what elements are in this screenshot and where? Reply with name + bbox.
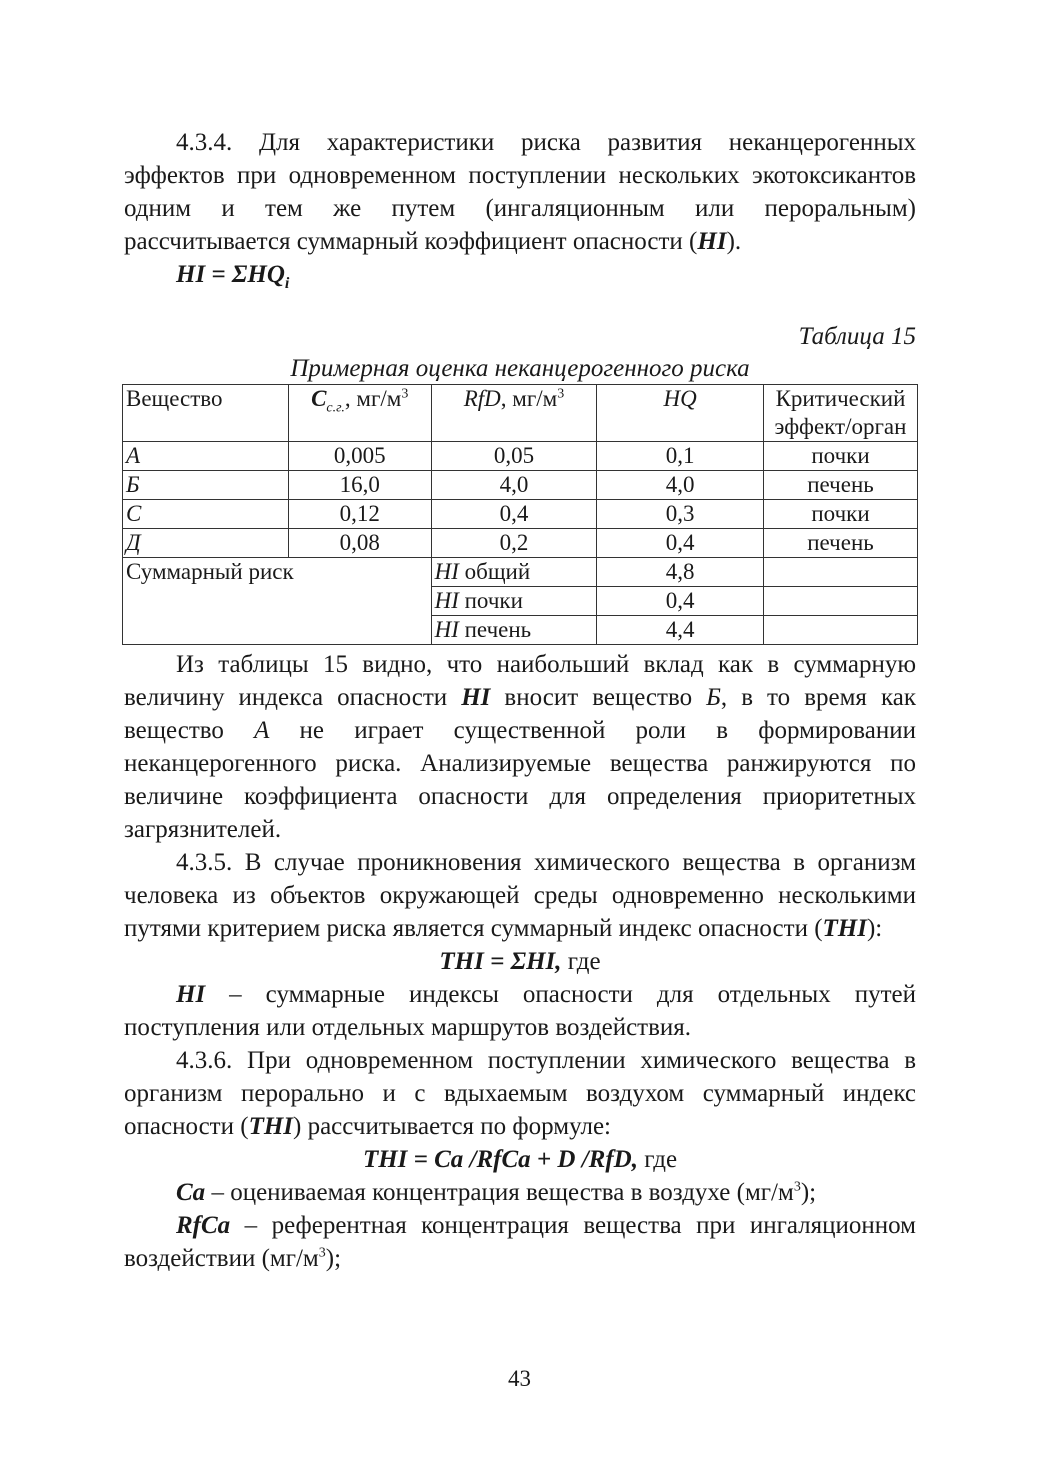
table-number: Таблица 15	[798, 323, 916, 350]
section-4-3-4	[124, 126, 916, 300]
table-row: А 0,005 0,05 0,1 почки	[123, 442, 918, 471]
definition-rfca: RfCa – референтная концентрация вещества при ингаляционном воздействии $(мг/м^3)$;	[124, 1212, 916, 1272]
header-critical-effect: Критический эффект/орган	[764, 385, 918, 442]
table-header-row	[123, 385, 918, 442]
paragraph-4-3-5: 4.3.5. В случае проникновения химического вещества в организм человека из объектов окружающей среды одновременно несколькими путями критерием риска является суммарный индекс опасности (THI):	[124, 849, 916, 942]
summary-row: HI печень 4,4	[123, 616, 918, 645]
paragraph-table-analysis: Из таблицы 15 видно, что наибольший вклад как в суммарную величину индекса опасности HI вносит вещество Б, в то время как вещество А не играет существенной роли в формировании неканцерогенного риска. Анализируемые вещества ранжируются по величине коэффициента опасности для определения приоритетных загрязнителей.	[124, 651, 916, 843]
summary-row: Суммарный риск HI общий 4,8	[123, 558, 918, 587]
risk-table	[122, 384, 918, 645]
summary-label: Суммарный риск	[123, 558, 432, 645]
formula-hi: HI = $\Sigma HQ_i$	[176, 261, 290, 292]
formula-thi-sum: THI = ΣHI, где	[439, 948, 601, 975]
paragraph-4-3-6: 4.3.6. При одновременном поступлении химического вещества в организм перорально и с вдыхаемым воздухом суммарный индекс опасности (THI) рассчитывается по формуле:	[124, 1047, 916, 1140]
table-row: Д 0,08 0,2 0,4 печень	[123, 529, 918, 558]
formula-thi-ratio: THI = Ca /RfCa + D /RfD, где	[362, 1146, 678, 1173]
header-substance: Вещество	[123, 385, 289, 442]
table-row: Б 16,0 4,0 4,0 печень	[123, 471, 918, 500]
definition-ca: Ca – оцениваемая концентрация вещества в воздухе $(мг/м^3)$;	[176, 1179, 817, 1206]
table-title: Примерная оценка неканцерогенного риска	[290, 355, 750, 382]
header-hq: HQ	[597, 385, 764, 442]
definition-hi: HI – суммарные индексы опасности для отдельных путей поступления или отдельных маршрутов воздействия.	[124, 981, 916, 1041]
hi-symbol: HI	[697, 228, 727, 255]
paragraph-4-3-4: 4.3.4. Для характеристики риска развития неканцерогенных эффектов при одновременном поступлении нескольких экотоксикантов одним и тем же путем (ингаляционным или пероральным) рассчитывается суммарный коэффициент опасности (HI).	[124, 129, 916, 255]
header-concentration: $C_{с.г.}$, $мг/м^3$	[288, 385, 431, 442]
table-row: С 0,12 0,4 0,3 почки	[123, 500, 918, 529]
body-text	[124, 648, 916, 1275]
page-number: 43	[508, 1366, 531, 1391]
summary-row: HI почки 0,4	[123, 587, 918, 616]
header-rfd: RfD, $мг/м^3$	[431, 385, 597, 442]
